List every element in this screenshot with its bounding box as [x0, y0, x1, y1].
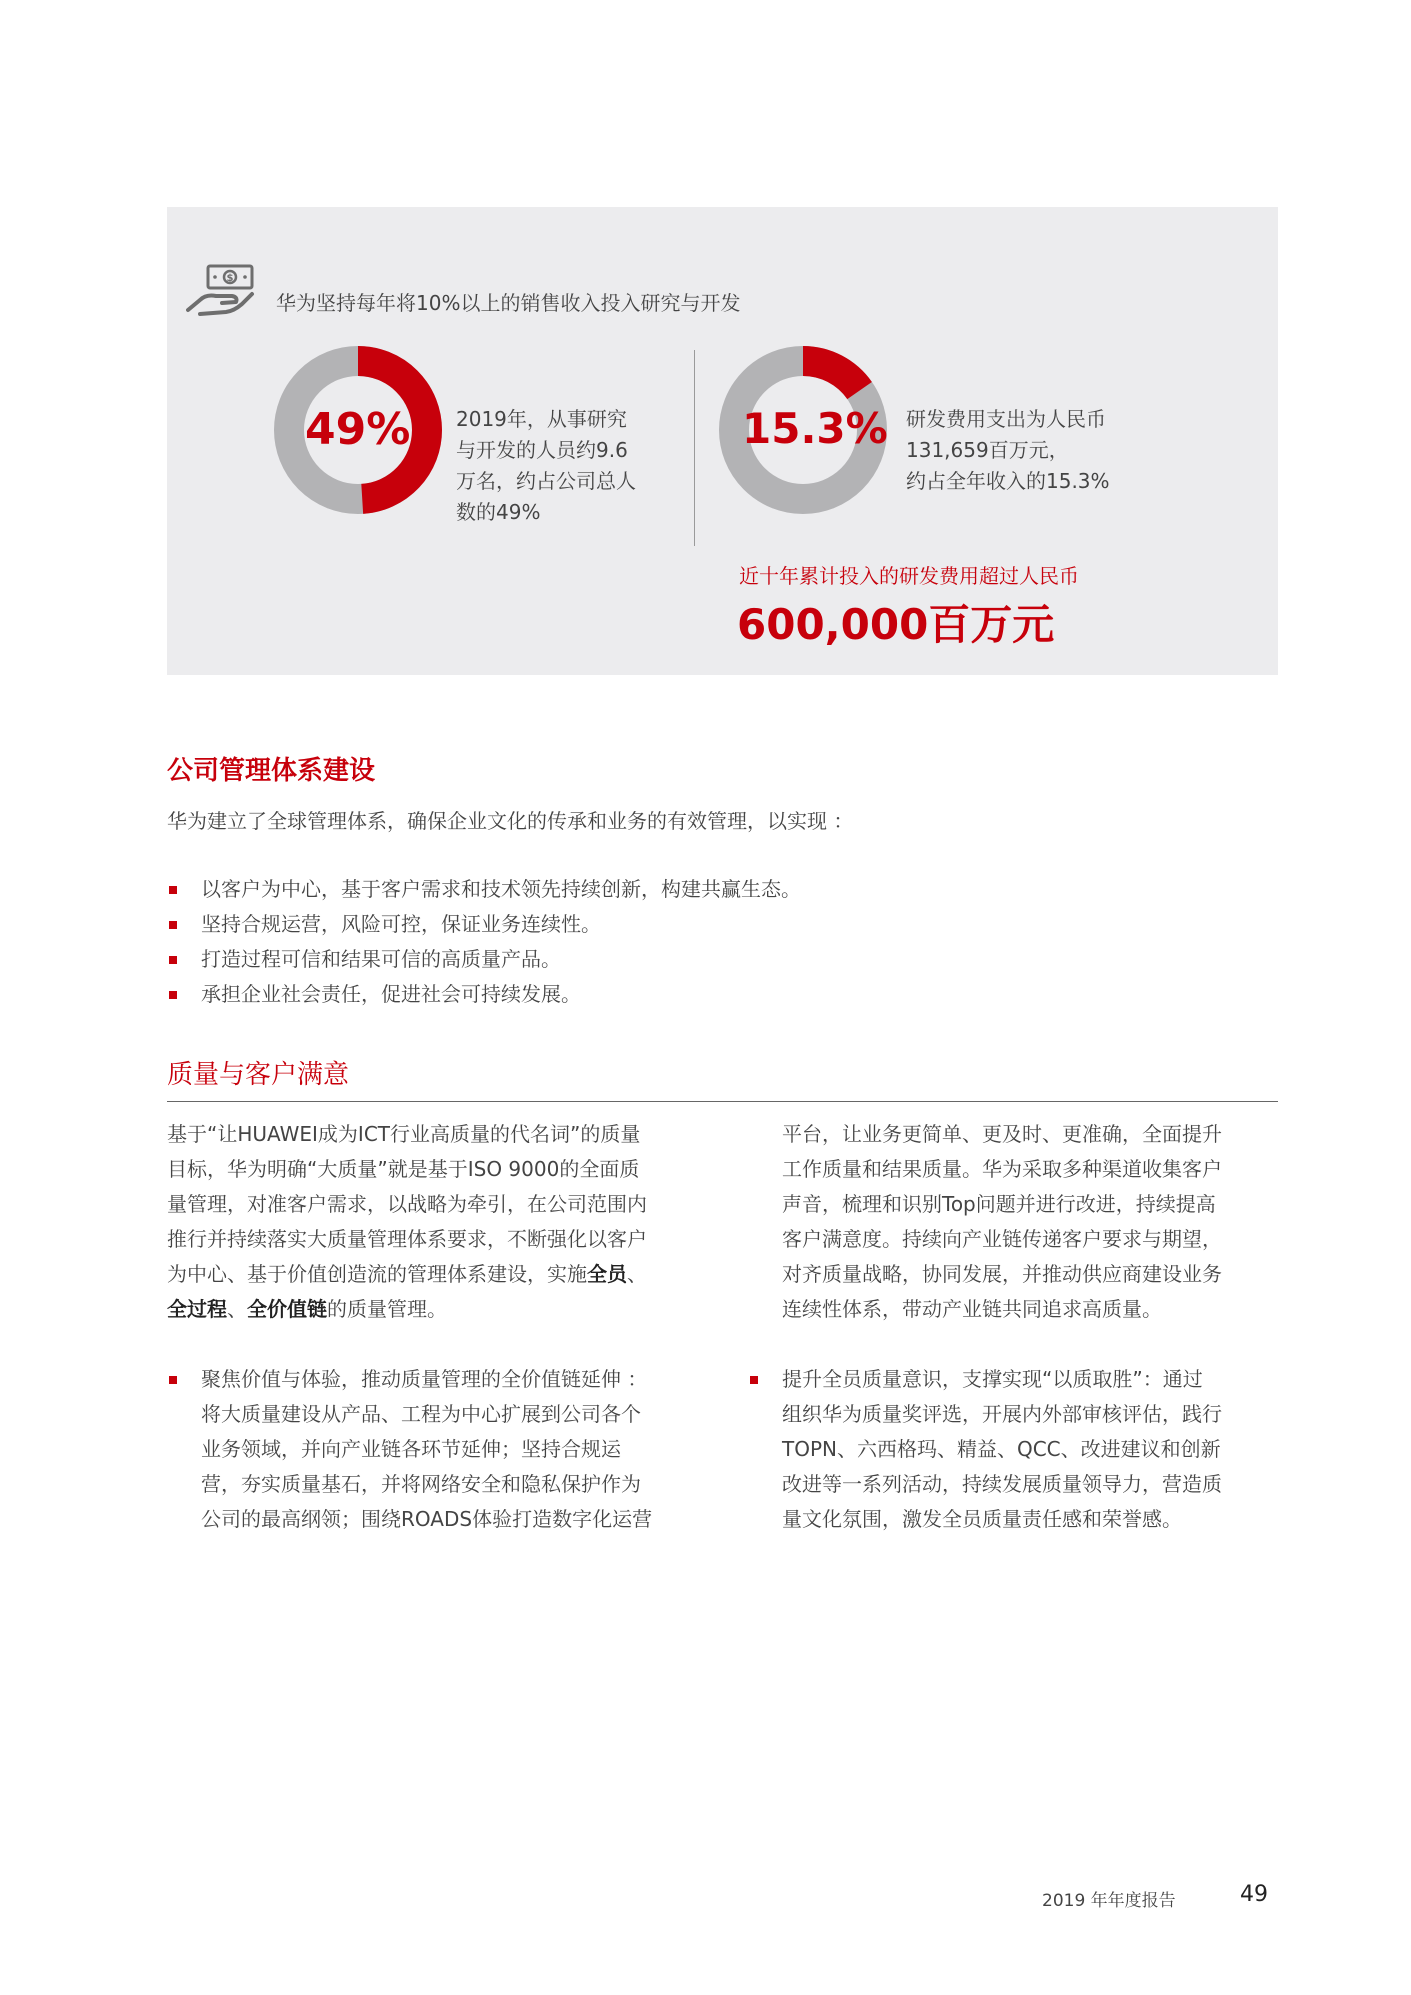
bullet-square-icon [750, 1376, 758, 1384]
quality-bullet-value-chain: 聚焦价值与体验，推动质量管理的全价值链延伸 ： 将大质量建设从产品、工程为中心扩展到公司各个 业务领域，并向产业链各环节延伸；坚持合规运 营，夯实质量基石，并将网络安全和隐私保护作为 公司的最高纲领；围绕ROADS体验打造数字化运营 [167, 1362, 652, 1537]
section-title-quality: 质量与客户满意 [167, 1060, 350, 1090]
list-item: 以客户为中心，基于客户需求和技术领先持续创新，构建共赢生态。 [167, 872, 801, 907]
list-item: 打造过程可信和结果可信的高质量产品。 [167, 942, 801, 977]
bullet-square-icon [169, 886, 177, 894]
section-rule [167, 1101, 1278, 1102]
stat-desc-rd-spend: 研发费用支出为人民币 131,659百万元， 约占全年收入的15.3% [906, 407, 1110, 493]
bullet-square-icon [169, 991, 177, 999]
section-intro-management: 华为建立了全球管理体系，确保企业文化的传承和业务的有效管理，以实现 ： [167, 809, 854, 833]
vertical-divider [694, 350, 695, 546]
cumulative-investment-label: 近十年累计投入的研发费用超过人民币 [739, 564, 1079, 588]
management-goals-list [167, 872, 801, 1012]
quality-paragraph-right: 平台，让业务更简单、更及时、更准确，全面提升 工作质量和结果质量。华为采取多种渠道收集客户 声音，梳理和识别Top问题并进行改进，持续提高 客户满意度。持续向产业链传递客户要求与期望， 对齐质量战略，协同发展，并推动供应商建设业务 连续性体系，带动产业链共同追求高质量。 [782, 1122, 1222, 1321]
stat-percent-15-3: 15.3% [742, 404, 888, 453]
stat-desc-rd-staff: 2019年，从事研究 与开发的人员约9.6 万名，约占公司总人 数的49% [456, 407, 636, 524]
quality-paragraph-left: 基于“让HUAWEI成为ICT行业高质量的代名词”的质量 目标，华为明确“大质量”就是基于ISO 9000的全面质 量管理，对准客户需求，以战略为牵引，在公司范围内 推行并持续落实大质量管理体系要求，不断强化以客户 为中心、基于价值创造流的管理体系建设，实施全员、 全过程、全价值链的质量管理。 [167, 1122, 647, 1321]
list-item: 承担企业社会责任，促进社会可持续发展。 [167, 977, 801, 1012]
money-hand-icon [186, 262, 258, 318]
bullet-square-icon [169, 956, 177, 964]
bullet-square-icon [169, 921, 177, 929]
svg-text:$: $ [226, 273, 234, 284]
page-number: 49 [1240, 1882, 1268, 1907]
bullet-square-icon [169, 1376, 177, 1384]
cumulative-investment-value: 600,000百万元 [737, 600, 1055, 649]
highlight-title: 华为坚持每年将10%以上的销售收入投入研究与开发 [276, 291, 741, 315]
stat-percent-49: 49% [305, 404, 411, 455]
list-item: 坚持合规运营，风险可控，保证业务连续性。 [167, 907, 801, 942]
section-title-management: 公司管理体系建设 [167, 756, 376, 786]
quality-bullet-awareness: 提升全员质量意识，支撑实现“以质取胜”：通过 组织华为质量奖评选，开展内外部审核评估，践行 TOPN、六西格玛、精益、QCC、改进建议和创新 改进等一系列活动，持续发展质量领导力，营造质 量文化氛围，激发全员质量责任感和荣誉感。 [748, 1362, 1222, 1537]
footer-report-label: 2019 年年度报告 [1042, 1891, 1176, 1911]
